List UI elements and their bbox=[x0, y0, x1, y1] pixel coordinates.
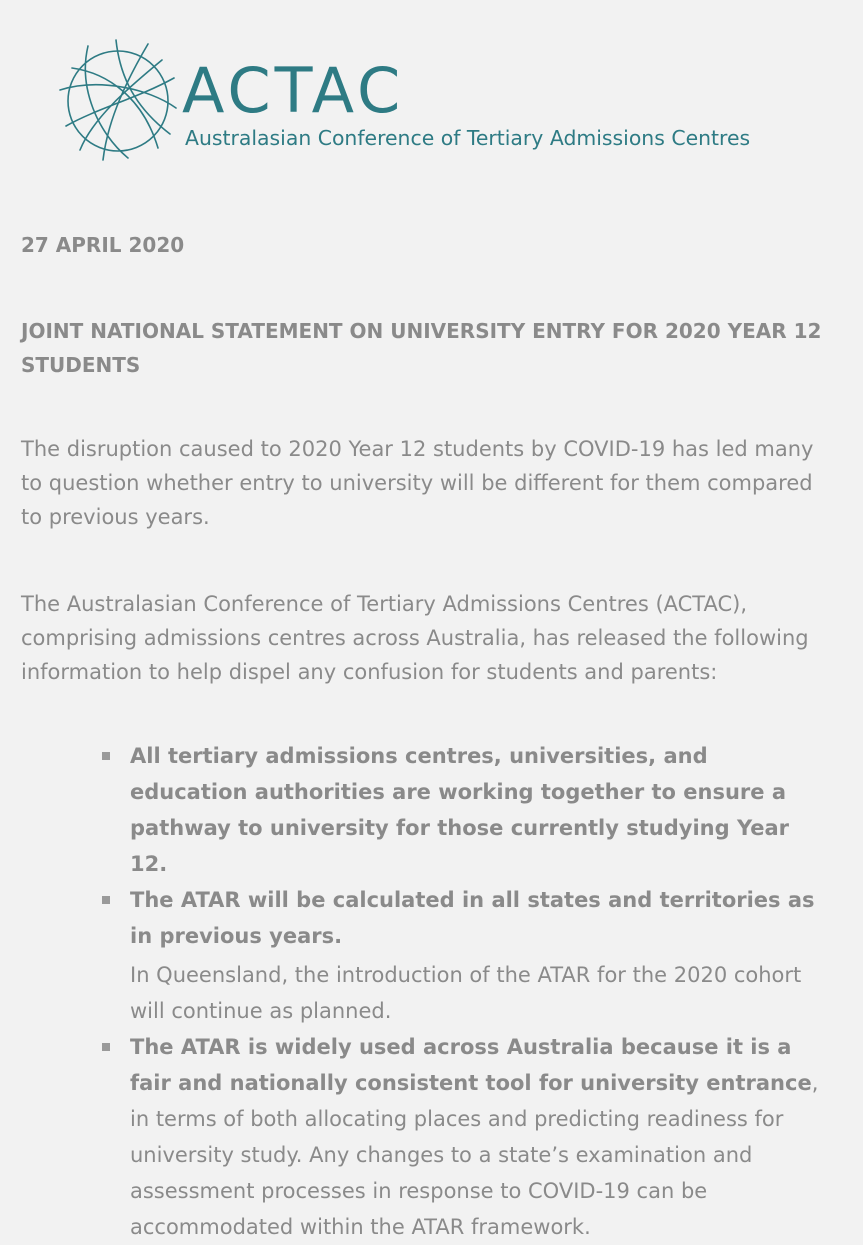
square-bullet-icon bbox=[102, 752, 110, 760]
list-item-bold: All tertiary admissions centres, universities, and education authorities are working together to ensure a pathway to university for those currently studying Year 12. bbox=[130, 744, 790, 876]
list-item-bold: The ATAR is widely used across Australia because it is a fair and nationally consistent tool for university entrance bbox=[130, 1035, 812, 1095]
list-item bbox=[100, 1029, 820, 1245]
context-paragraph: The Australasian Conference of Tertiary Admissions Centres (ACTAC), comprising admissions centres across Australia, has released the following information to help dispel any confusion for students and parents: bbox=[21, 592, 809, 684]
globe-lines-icon bbox=[58, 38, 178, 164]
key-points-list bbox=[100, 738, 820, 1245]
square-bullet-icon bbox=[102, 1043, 110, 1051]
list-item bbox=[100, 738, 820, 882]
list-item bbox=[100, 882, 820, 1029]
list-item-bold: The ATAR will be calculated in all states and territories as in previous years. bbox=[130, 888, 815, 948]
logo-name: ACTAC bbox=[182, 54, 405, 127]
logo-subtitle: Australasian Conference of Tertiary Admissions Centres bbox=[185, 126, 751, 150]
intro-paragraph: The disruption caused to 2020 Year 12 students by COVID-19 has led many to question whether entry to university will be different for them compared to previous years. bbox=[21, 437, 814, 529]
square-bullet-icon bbox=[102, 896, 110, 904]
statement-title: JOINT NATIONAL STATEMENT ON UNIVERSITY ENTRY FOR 2020 YEAR 12 STUDENTS bbox=[21, 319, 822, 377]
list-item-note: In Queensland, the introduction of the ATAR for the 2020 cohort will continue as planned. bbox=[130, 963, 802, 1023]
actac-logo bbox=[58, 38, 818, 168]
statement-date: 27 APRIL 2020 bbox=[21, 233, 185, 257]
list-item-text: , in terms of both allocating places and predicting readiness for university study. Any changes to a state’s examination and assessment processes in response to COVID-19 can be accommodated within the ATAR framework. bbox=[130, 1071, 819, 1239]
